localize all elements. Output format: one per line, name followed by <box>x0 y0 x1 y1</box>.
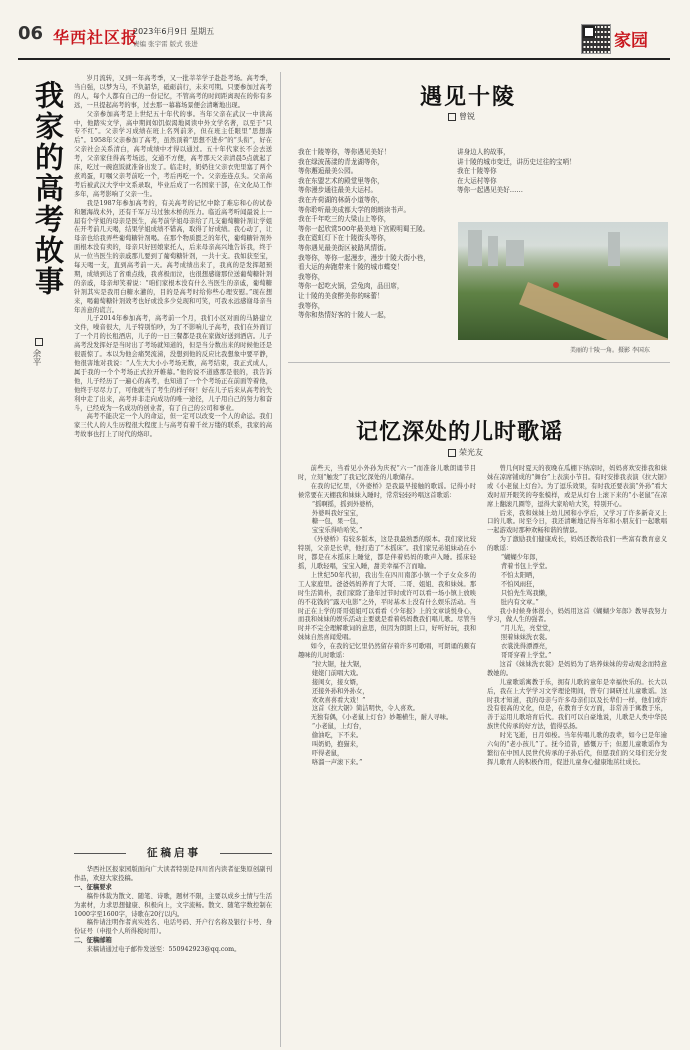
shiling-photo <box>458 222 668 340</box>
notice-body <box>74 866 272 955</box>
song-paragraph: 只怕先生骂我懒， <box>500 589 552 597</box>
song-paragraph: 如今，在我的记忆里仍然留存着许多可歌唱，可朗诵的颇有趣味的儿时歌谣： <box>298 643 476 660</box>
song-paragraph: “月儿光，亮堂堂， <box>500 625 555 633</box>
song-paragraph: 吓得老鼠， <box>311 750 344 757</box>
song-paragraph: 宝宝乐得哈哈笑。” <box>311 527 363 535</box>
poem-line: 等你聆听最美成都大学的朗朗读书声。 <box>298 205 411 214</box>
notice-paragraph: 华西社区报家园版面向广大读者特别是四川省内读者征集原创副刊作品，欢迎大家投稿。 <box>74 866 272 882</box>
essay-author <box>30 338 43 366</box>
song-paragraph: 不怕风雨狂， <box>500 580 539 588</box>
poem-title: 遇见十陵 <box>420 84 517 110</box>
essay-paragraph: 我是1987年参加高考的，有关高考的记忆中除了难忘和心的试卷和题海战术外，还有千军万马过独木桥的压力。临近高考听闻最说上一届有个学姐的母亲是医生，高考前学姐母亲给了几支葡萄糖针剂让学姐在开考前几天喝，结果学姐成绩不错高，取得了好成绩。我心动了，让母亲也给我弄些葡萄糖针剂喝。在那个物质匮乏的年代，葡萄糖针剂外面根本没有卖的，母亲只好回娘家托人，后来母亲高兴地告诉我，终于从一位当医生的亲戚那儿要到了葡萄糖针剂，一共十支。我如获至宝，每天喝一支，直到高考前一天。高考成绩出来了，我真的是发挥超预期，成绩到达了省重点线，我喜极而泣，也很想感谢那位送葡萄糖针剂的亲戚，母亲却笑着说：“咱们家根本没有什么当医生的亲戚，葡萄糖针剂其实是我用白糖水灌的，目的是高考时给你些心理安慰。”现在想来，喝葡萄糖针剂效考也好或没多少兑现和可笑，可我永远感谢母亲当年善意的谎言。 <box>74 199 272 314</box>
photo-person <box>553 282 559 288</box>
column-divider <box>280 72 281 1047</box>
poem-line: 我等你，等你一起漫步，漫步十陵大街小巷， <box>298 253 430 262</box>
song-paragraph: 欢欢喜喜看大戏！” <box>311 696 366 704</box>
poem-line: 等你和热情好客的十陵人一起， <box>298 311 391 320</box>
song-author-name: 荣光友 <box>459 448 483 457</box>
poem-line: 我等你， <box>298 272 325 281</box>
photo-path <box>519 282 668 340</box>
song-article-column-1 <box>298 465 476 768</box>
song-paragraph: 背着书包上学堂。 <box>500 562 552 570</box>
author-box-icon <box>448 113 456 121</box>
issue-date: 2023年6月9日 星期五 <box>133 27 215 36</box>
song-paragraph: 在我的记忆里，《外婆桥》是我最早接触的歌谣。记得小时候常要在天棚我和妹妹入睡时，常常轻轻吟唱这首歌谣： <box>298 482 476 499</box>
poem-line: 在大运村等你 <box>457 176 497 185</box>
poem-line: 等你一起遇见美好…… <box>457 186 523 195</box>
song-paragraph: 这首《拉大锯》简洁明快，令人喜欢。 <box>311 705 419 713</box>
poem-line: 讲身边人的故事， <box>457 148 510 156</box>
song-paragraph: 前些天，当看见小外孙为庆祝“六一”而准备儿歌朗诵节目时，立刻“触发”了我记忆深处的儿歌储存。 <box>298 465 476 481</box>
essay-paragraph: 儿子2014年参加高考，高考前一个月，我们小区对面的马路建立文件，噪音很大，儿子特别怕吵，为了不影响儿子高考，我们在外面订了一个月的长租酒店，儿子的一日三餐都是我在家做好送到酒店。儿子高考没发挥好是当时出了考场就知道的，但是当分数出来的时候他还是很震惊了。本以为他会痛哭流涕，没想到他的反应比我想象中要平静，他很害地对我说：“人生大大小小考场无数，高考结束，我正式成人，属于我的一个个考场正式拉开帷幕。”他的说不道感那是很的，我告诉他，儿子经历了一遍心的高考，也知道了一个个考场正在前面等着他，他终于尽尽力了，可他就当了考生的样子呀！好在儿子后来从高考的失利中走了出来，高考并非走向成功的唯一途径，儿子用自己的努力和奋斗，已经成为一名成功的创业者，有了自己的公司和事业。 <box>74 315 272 412</box>
poem-line: 看大运的奔跑带来十陵的城市蝶变！ <box>298 263 404 272</box>
song-paragraph: “蝴蝴少年郎， <box>500 554 542 562</box>
song-paragraph: 上世纪50年代初，我出生在四川南部小镇一个子女众多的工人家庭里。爸爸妈妈养育了大哥、二哥、姐姐、我和妹妹。那时生活简朴，我们家除了逢年过节时或许可以看一场小镇上放映的不花钱的“露天电影”之外，平时基本上没有什么娱乐活动。当时正在上学的哥哥姐姐可以看看《少年报》上的文章谈悦身心，而我和妹妹的娱乐活动主要就是看着妈妈教我们唱儿歌。尽管当时并不完全理解歌词的意思，但因为朗朗上口，好听好玩，我和妹妹自然喜闻爱唱。 <box>298 571 476 642</box>
photo-building <box>468 230 482 266</box>
qr-code-icon <box>581 24 611 54</box>
poem-column-2 <box>457 148 576 196</box>
song-paragraph: 咯溜一声滚下来。” <box>311 758 363 766</box>
song-paragraph: 这首《妹妹洗衣裳》是妈妈为了培养妹妹的劳动观念而特意教她的。 <box>487 660 667 677</box>
song-paragraph: 姥姥门前唱大戏。 <box>311 669 363 677</box>
poem-line: 等你一起吃火锅，尝兔肉，品田席， <box>298 282 404 291</box>
poem-author <box>448 111 475 122</box>
photo-caption: 美丽的十陵一角。摄影 李国东 <box>570 347 650 354</box>
poem-author-name: 曾锐 <box>459 112 475 121</box>
song-paragraph: “拉大锯，扯大锯， <box>311 660 366 668</box>
song-paragraph: 《外婆桥》有较多版本，这是我最熟悉的版本。我们家比较特别，父亲是长辈，他打造了“木摇床”。我们家兄弟姐妹动在小时，都是在木摇床上睡觉，都是伴着妈妈的歌声入睡。摇床轻摇，儿歌轻唱，宝宝入睡，甜美幸福不言而喻。 <box>298 536 476 570</box>
poem-line: 我在霓虹灯下在十陵街头等你， <box>298 234 391 243</box>
essay-paragraph: 高考不能决定一个人的命运，但一定可以改变一个人的命运。我们家三代人的人生历程很大程度上与高考有着千丝万缕的联系，我家的高考故事也打上了时代的烙印。 <box>74 413 272 439</box>
song-paragraph: 后来，我和妹妹上幼儿园和小学后，又学习了许多新奇又上口的儿歌。时至今日，我还清晰地记得当年和小朋友们一起歌唱一起游戏时那种欢畅和谐的情景。 <box>487 509 667 535</box>
notice-header <box>74 845 272 863</box>
section-separator <box>288 362 670 363</box>
song-paragraph: 时光飞逝，日月如梭。当年传唱儿歌的我辈，如今已是年逾六旬的“老小孩儿”了。抚今追昔，感慨万千；但愿儿童歌谣作为繁衍在中国人民世代传承的子孙后代，但愿我们的父母们充分发挥儿歌育人的积极作用，促进儿童身心健康地茁壮成长。 <box>487 732 667 766</box>
notice-paragraph: 二、征稿邮箱 <box>74 937 112 945</box>
song-article-column-2 <box>487 465 667 768</box>
notice-paragraph: 一、征稿要求 <box>74 883 112 891</box>
song-paragraph: 儿童歌谣寓教于乐，拥有儿歌的童年是幸福快乐的。长大以后，我在上大学学习文学理论期间，曾专门调研过儿童歌谣。这时我才知道，我的母亲与许多母亲们以及长辈们一样，他们或许没有很高的文化，但是，在教育子女方面，非常善于寓教于乐，善于运用儿歌培育后代。我们可以自豪地说，儿歌是人类中华民族世代传承的好方法，值得弘扬。 <box>487 678 667 731</box>
song-paragraph: 照着妹妹洗衣裳。 <box>500 634 552 642</box>
page-number: 06 <box>18 23 44 44</box>
author-box-icon <box>35 338 43 346</box>
notice-rule-right <box>220 853 272 854</box>
poem-line: 等你一起欣赏500年最美地下宫殿明蜀王陵。 <box>298 224 430 233</box>
poem-line: 我在东盟艺术的殿堂里等你， <box>298 176 384 185</box>
song-paragraph: “摇啊摇，摇到外婆桥， <box>311 500 379 508</box>
song-article-title: 记忆深处的儿时歌谣 <box>356 419 564 445</box>
song-paragraph: 不怕太阳晒， <box>500 571 539 579</box>
song-paragraph: 叫奶奶，抱猫来， <box>311 741 363 749</box>
song-paragraph: 哥哥穿着上学堂。” <box>500 652 552 660</box>
song-paragraph: 为了激励我们健康成长，妈妈还教给我们一些富有教育意义的歌谣： <box>487 536 667 553</box>
notice-paragraph: 稿件体裁为散文、随笔、诗歌，题材不限，主要以成乡土情与生活为素材，力求思想健康、积极向上，文字流畅。散文、随笔字数控制在1000字至1600字，诗歌在20行以内。 <box>74 892 272 918</box>
song-paragraph: “小老鼠，上灯台， <box>311 723 366 731</box>
essay-paragraph: 岁月流转，又到一年高考季，又一批莘莘学子赴赴考场。高考季，当自强，以梦为马，不负韶华，砥砺前行，未来可期。只要参加过高考的人，每个人都有自己的一份记忆，不管高考的时间距离现在的你有多远，一旦提起高考的事，过去那一幕幕场景便会清晰地出现。 <box>74 75 272 109</box>
editors-credit: 责编 张宇雷 版式 张进 <box>133 40 198 48</box>
photo-building <box>488 236 498 266</box>
poem-line: 我在十陵等你，等你遇见美好！ <box>298 148 391 156</box>
song-paragraph: 肚内有文章。” <box>500 598 539 606</box>
poem-line: 等你邂逅最美公园。 <box>298 167 358 176</box>
poem-line: 我在绿波荡漾的青龙湖等你， <box>298 157 384 166</box>
essay-paragraph: 父亲参加高考是上世纪五十年代的事。当年父亲在武汉一中读高中，他踏实文学，高中期间如饥似渴地阅读中外文学名著，以至于“只专不红”。父亲学习成绩在班上名列前茅，但在班主任眼里“思想落后”。1958年父亲参加了高考，虽然顶着“思想不进步”的“头衔”，好在父亲社会关系清白，高考成绩中才得以通过。五十年代家长不会去送考，父亲家住得高考场远，交通不方便，高考那天父亲清晨5点就起了床，吃过一碗泡饭就准备出发了。临走时，奶奶往父亲衣兜里塞了两个煮鸡蛋，叮嘱父亲考前吃一个，考后再吃一个。父亲连连点头。父亲高考后被武汉大学中文系录取，毕业后成了一名国家干部，在文化局工作多年，高考影响了父亲一生。 <box>74 110 272 198</box>
song-paragraph: 衣裳洗得漂漂亮， <box>500 643 552 651</box>
poem-line: 我在十陵等你 <box>457 167 497 176</box>
notice-paragraph: 稿件请注明作者真实姓名、电话号码、开户行名称及银行卡号、身份证号（申报个人所得税时用）。 <box>74 919 272 936</box>
essay-title: 我家的高考故事 <box>31 80 65 297</box>
newspaper-brand: 华西社区报 <box>53 28 139 47</box>
song-paragraph: 外婆叫我好宝宝， <box>311 509 363 517</box>
song-paragraph: 我小时候身体很小，妈妈用这首《蝴蝴少年郎》教导我努力学习，做人生的强者。 <box>487 607 667 624</box>
poem-line: 我等你， <box>298 301 325 310</box>
notice-title: 征稿启事 <box>147 847 201 859</box>
song-paragraph: 还接外孙和外孙女， <box>311 687 369 695</box>
poem-line: 让十陵的美食醉美你的味蕾！ <box>298 291 384 300</box>
photo-building <box>506 240 524 266</box>
notice-rule-left <box>74 853 126 854</box>
header-rule <box>18 58 670 60</box>
poem-column-1 <box>298 148 430 321</box>
poem-line: 我在千年吃三的大梁山上等你， <box>298 215 391 224</box>
poem-line: 等你漫步通往最美大运村。 <box>298 186 378 195</box>
author-box-icon <box>448 449 456 457</box>
song-paragraph: 曾几何时夏天的夜晚在瓜棚下纳凉时，妈妈喜欢安排我和妹妹在凉席铺成的“舞台”上表演小节目。有时安排我表演《拉大锯》或《小老鼠上灯台》。为了逗乐效果，有时我还要表演“外孙”看大戏时眉开眼笑的夸张模样，或是从灯台上滚下来的“小老鼠”在凉席上翻滚几圈等，逗得大家哈哈大笑，特别开心。 <box>487 465 667 508</box>
section-name: 家园 <box>614 31 648 51</box>
song-paragraph: 无独有偶，《小老鼠上灯台》妙趣横生，耐人寻味。 <box>310 714 453 722</box>
photo-building <box>608 232 620 266</box>
song-paragraph: 接闺女，接女婿， <box>311 678 363 686</box>
song-paragraph: 糖一包，果一包， <box>311 518 363 526</box>
song-paragraph: 偷油吃，下不来。 <box>311 732 363 740</box>
essay-body <box>74 75 272 440</box>
notice-paragraph: 来稿请通过电子邮件发送至：550942923@qq.com。 <box>86 946 241 954</box>
poem-line: 讲十陵的城市变迁，讲历史过往的宝哨！ <box>457 157 576 166</box>
essay-author-name: 余平 <box>31 349 41 366</box>
poem-line: 等你遇见最美街区被路风情街。 <box>298 243 391 252</box>
song-article-author <box>448 447 483 458</box>
poem-line: 我在卉荷湖的林荫小道等你， <box>298 195 384 204</box>
